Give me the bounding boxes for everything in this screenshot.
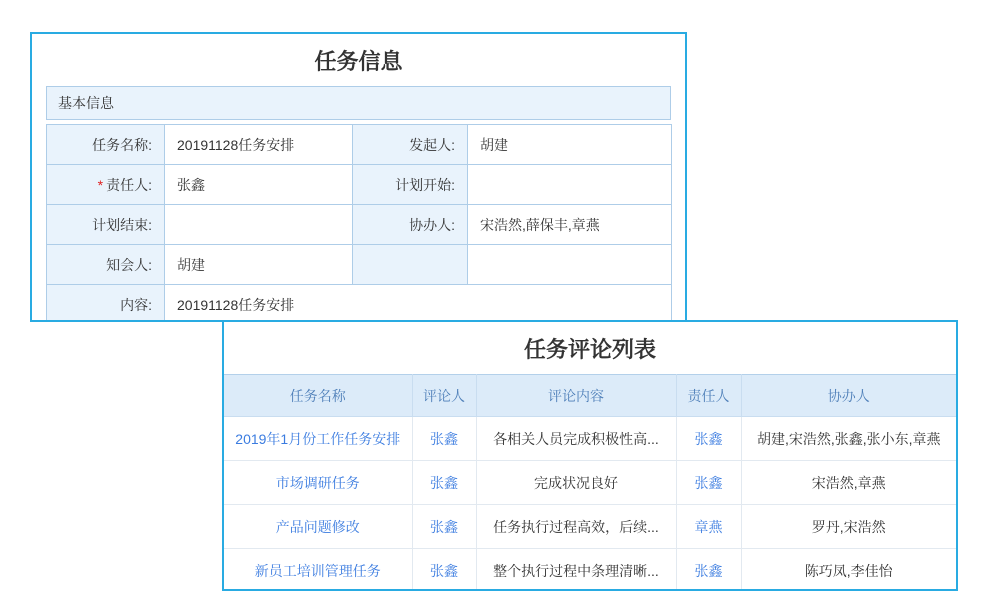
table-row [224,461,956,505]
initiator-label: 发起人: [353,125,468,165]
task-name-link[interactable]: 新员工培训管理任务 [224,549,412,592]
task-info-form [46,124,672,322]
comment-content: 任务执行过程高效，后续... [476,505,676,549]
initiator-value: 胡建 [468,125,672,165]
task-name-link[interactable]: 市场调研任务 [224,461,412,505]
comment-list-title: 任务评论列表 [523,337,656,362]
task-name-link[interactable]: 2019年1月份工作任务安排 [224,417,412,461]
plan-start-label: 计划开始: [353,165,468,205]
form-row [47,165,672,205]
task-name-value: 20191128任务安排 [165,125,353,165]
collaborators-label: 协办人: [353,205,468,245]
comment-table-header-row [224,375,956,417]
owner-link[interactable]: 张鑫 [676,417,741,461]
notified-label: 知会人: [47,245,165,285]
comment-content: 各相关人员完成积极性高... [476,417,676,461]
commenter-link[interactable]: 张鑫 [412,417,476,461]
owner-label-text: 责任人: [106,176,152,193]
empty-value-cell [468,245,672,285]
empty-label-cell [353,245,468,285]
commenter-link[interactable]: 张鑫 [412,505,476,549]
col-header-commenter: 评论人 [412,375,476,417]
col-header-collaborators: 协办人 [741,375,956,417]
required-marker: * [97,176,104,193]
plan-end-value [165,205,353,245]
table-row [224,417,956,461]
collaborators-cell: 陈巧凤,李佳怡 [741,549,956,592]
owner-link[interactable]: 张鑫 [676,461,741,505]
collaborators-cell: 罗丹,宋浩然 [741,505,956,549]
owner-link[interactable]: 章燕 [676,505,741,549]
comment-content: 完成状况良好 [476,461,676,505]
task-name-link[interactable]: 产品问题修改 [224,505,412,549]
table-row [224,505,956,549]
task-name-label: 任务名称: [47,125,165,165]
task-info-title: 任务信息 [314,49,403,74]
comment-content: 整个执行过程中条理清晰... [476,549,676,592]
task-info-panel [30,32,687,322]
plan-start-value [468,165,672,205]
comment-list-panel [222,320,958,591]
basic-info-section-header: 基本信息 [46,86,671,120]
owner-value: 张鑫 [165,165,353,205]
plan-end-label: 计划结束: [47,205,165,245]
form-row [47,205,672,245]
collaborators-cell: 宋浩然,章燕 [741,461,956,505]
comment-table [224,374,956,591]
col-header-owner: 责任人 [676,375,741,417]
content-value: 20191128任务安排 [165,285,672,323]
commenter-link[interactable]: 张鑫 [412,549,476,592]
owner-link[interactable]: 张鑫 [676,549,741,592]
content-label: 内容: [47,285,165,323]
form-row [47,245,672,285]
notified-value: 胡建 [165,245,353,285]
table-row [224,549,956,592]
collaborators-cell: 胡建,宋浩然,张鑫,张小东,章燕 [741,417,956,461]
col-header-content: 评论内容 [476,375,676,417]
form-row [47,285,672,323]
owner-label [47,165,165,205]
collaborators-value: 宋浩然,薛保丰,章燕 [468,205,672,245]
commenter-link[interactable]: 张鑫 [412,461,476,505]
col-header-task-name: 任务名称 [224,375,412,417]
form-row [47,125,672,165]
